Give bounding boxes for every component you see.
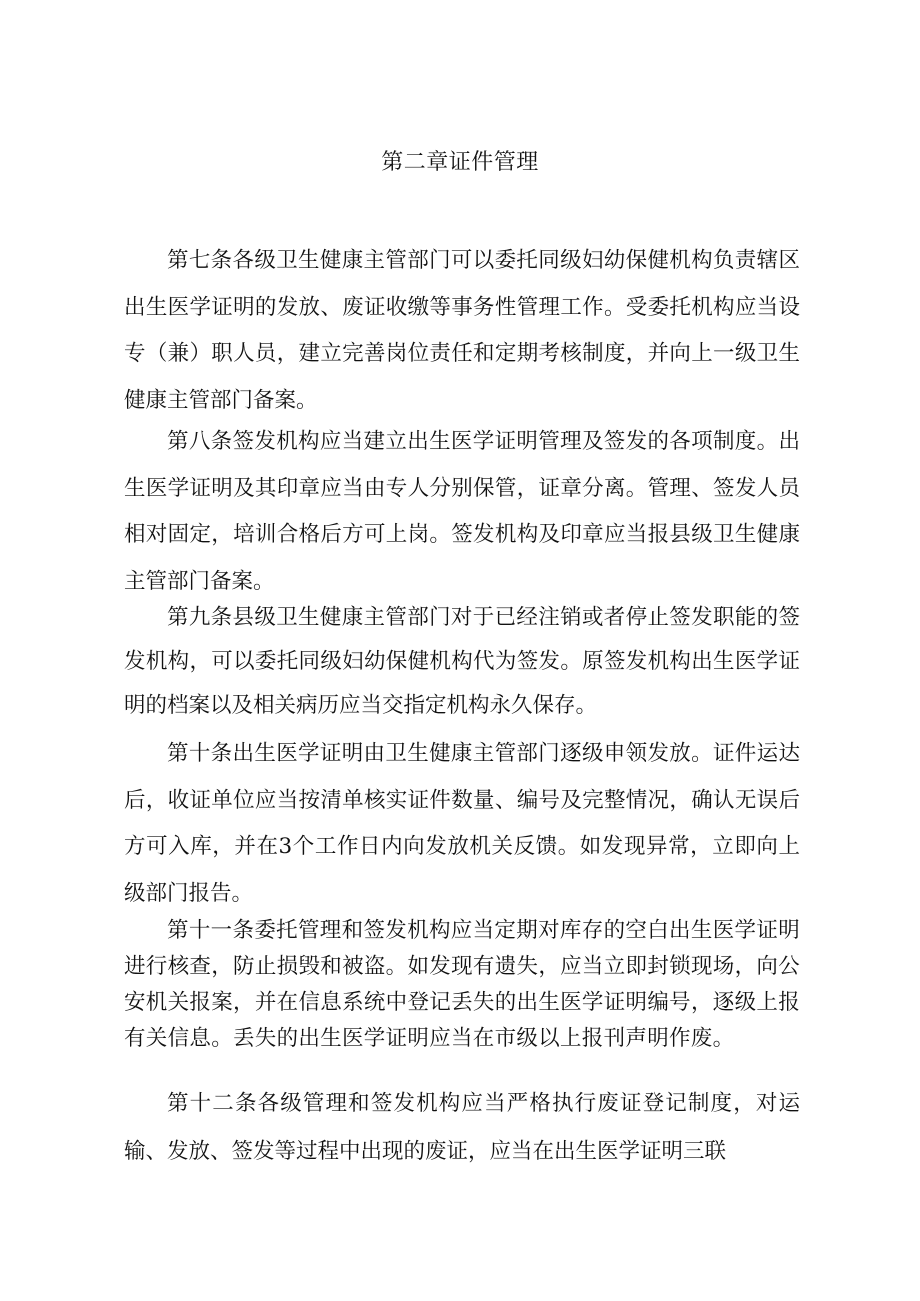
article-7-paragraph: 第七条各级卫生健康主管部门可以委托同级妇幼保健机构负责辖区出生医学证明的发放、废证收缴等事务性管理工作。受委托机构应当设专（兼）职人员，建立完善岗位责任和定期考核制度，并向上一级卫生健康主管部门备案。	[124, 248, 800, 413]
article-10-paragraph: 第十条出生医学证明由卫生健康主管部门逐级申领发放。证件运达后，收证单位应当按清单核实证件数量、编号及完整情况，确认无误后方可入库，并在3个工作日内向发放机关反馈。如发现异常，立即向上级部门报告。	[124, 741, 800, 906]
article-11-paragraph: 第十一条委托管理和签发机构应当定期对库存的空白出生医学证明进行核查，防止损毁和被盗。如发现有遗失，应当立即封锁现场，向公安机关报案，并在信息系统中登记丢失的出生医学证明编号，逐级上报有关信息。丢失的出生医学证明应当在市级以上报刊声明作废。	[124, 918, 800, 1051]
chapter-title: 第二章证件管理	[381, 150, 539, 175]
article-9-paragraph: 第九条县级卫生健康主管部门对于已经注销或者停止签发职能的签发机构，可以委托同级妇幼保健机构代为签发。原签发机构出生医学证明的档案以及相关病历应当交指定机构永久保存。	[124, 605, 800, 718]
article-8-paragraph: 第八条签发机构应当建立出生医学证明管理及签发的各项制度。出生医学证明及其印章应当由专人分别保管，证章分离。管理、签发人员相对固定，培训合格后方可上岗。签发机构及印章应当报县级卫生健康主管部门备案。	[124, 429, 800, 594]
article-12-paragraph: 第十二条各级管理和签发机构应当严格执行废证登记制度，对运输、发放、签发等过程中出现的废证，应当在出生医学证明三联	[124, 1091, 800, 1164]
